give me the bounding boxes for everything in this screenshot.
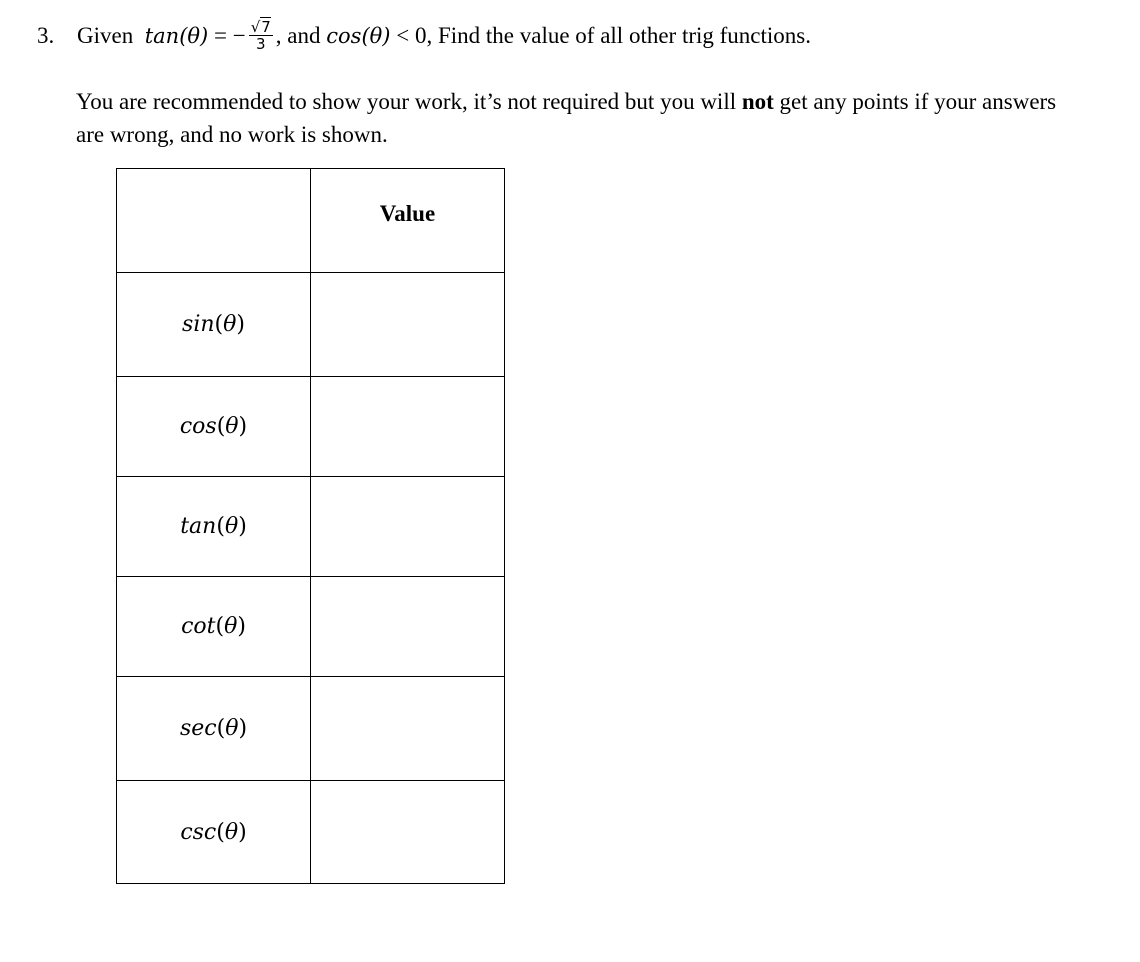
denominator: 3 <box>255 35 266 54</box>
function-argument: θ <box>224 614 238 639</box>
table-row <box>117 377 505 477</box>
function-cell: sec(θ) <box>117 677 311 781</box>
instructions-emphasis: not <box>741 89 774 114</box>
instructions-part2: get any points if your answers are wrong, and no work is shown. <box>76 89 1057 147</box>
value-cell[interactable] <box>311 477 505 577</box>
value-cell[interactable] <box>311 781 505 884</box>
function-argument: θ <box>223 312 237 337</box>
value-cell[interactable] <box>311 273 505 377</box>
table-row <box>117 781 505 884</box>
instructions <box>76 85 1086 151</box>
function-name: sec <box>179 716 217 741</box>
header-label-cell <box>117 169 311 273</box>
table-row <box>117 273 505 377</box>
tan-expression: tan(θ) <box>144 24 209 48</box>
value-cell[interactable] <box>311 377 505 477</box>
value-cell[interactable] <box>311 677 505 781</box>
given-word: Given <box>77 23 134 48</box>
function-name: tan <box>180 514 217 539</box>
table-row <box>117 477 505 577</box>
instructions-part1: You are recommended to show your work, it’s not required but you will <box>76 89 742 114</box>
cos-expression: cos(θ) <box>326 24 391 48</box>
value-cell[interactable] <box>311 577 505 677</box>
function-cell: sin(θ) <box>117 273 311 377</box>
function-cell: csc(θ) <box>117 781 311 884</box>
condition-text: < 0, Find the value of all other trig functions. <box>390 23 811 48</box>
header-value-cell <box>311 169 505 273</box>
table-header-row <box>117 169 505 273</box>
numerator: 7 <box>261 18 271 37</box>
function-cell: tan(θ) <box>117 477 311 577</box>
table-row <box>117 677 505 781</box>
function-name: cot <box>181 614 216 639</box>
sqrt-symbol: √ <box>250 18 261 37</box>
equals-sign: = − <box>208 23 246 48</box>
function-argument: θ <box>224 819 239 845</box>
fraction <box>249 19 273 52</box>
function-name: cos <box>179 414 217 439</box>
problem-number: 3. <box>37 23 55 48</box>
table-row <box>117 577 505 677</box>
trig-table <box>116 168 505 884</box>
header-value: Value <box>379 200 436 226</box>
function-name: sin <box>182 312 215 337</box>
function-argument: θ <box>224 514 239 539</box>
function-name: csc <box>180 819 217 845</box>
function-cell: cot(θ) <box>117 577 311 677</box>
function-cell: cos(θ) <box>117 377 311 477</box>
comma-and: , and <box>275 23 327 48</box>
function-argument: θ <box>225 414 239 439</box>
problem-statement <box>37 18 811 54</box>
function-argument: θ <box>225 716 239 741</box>
